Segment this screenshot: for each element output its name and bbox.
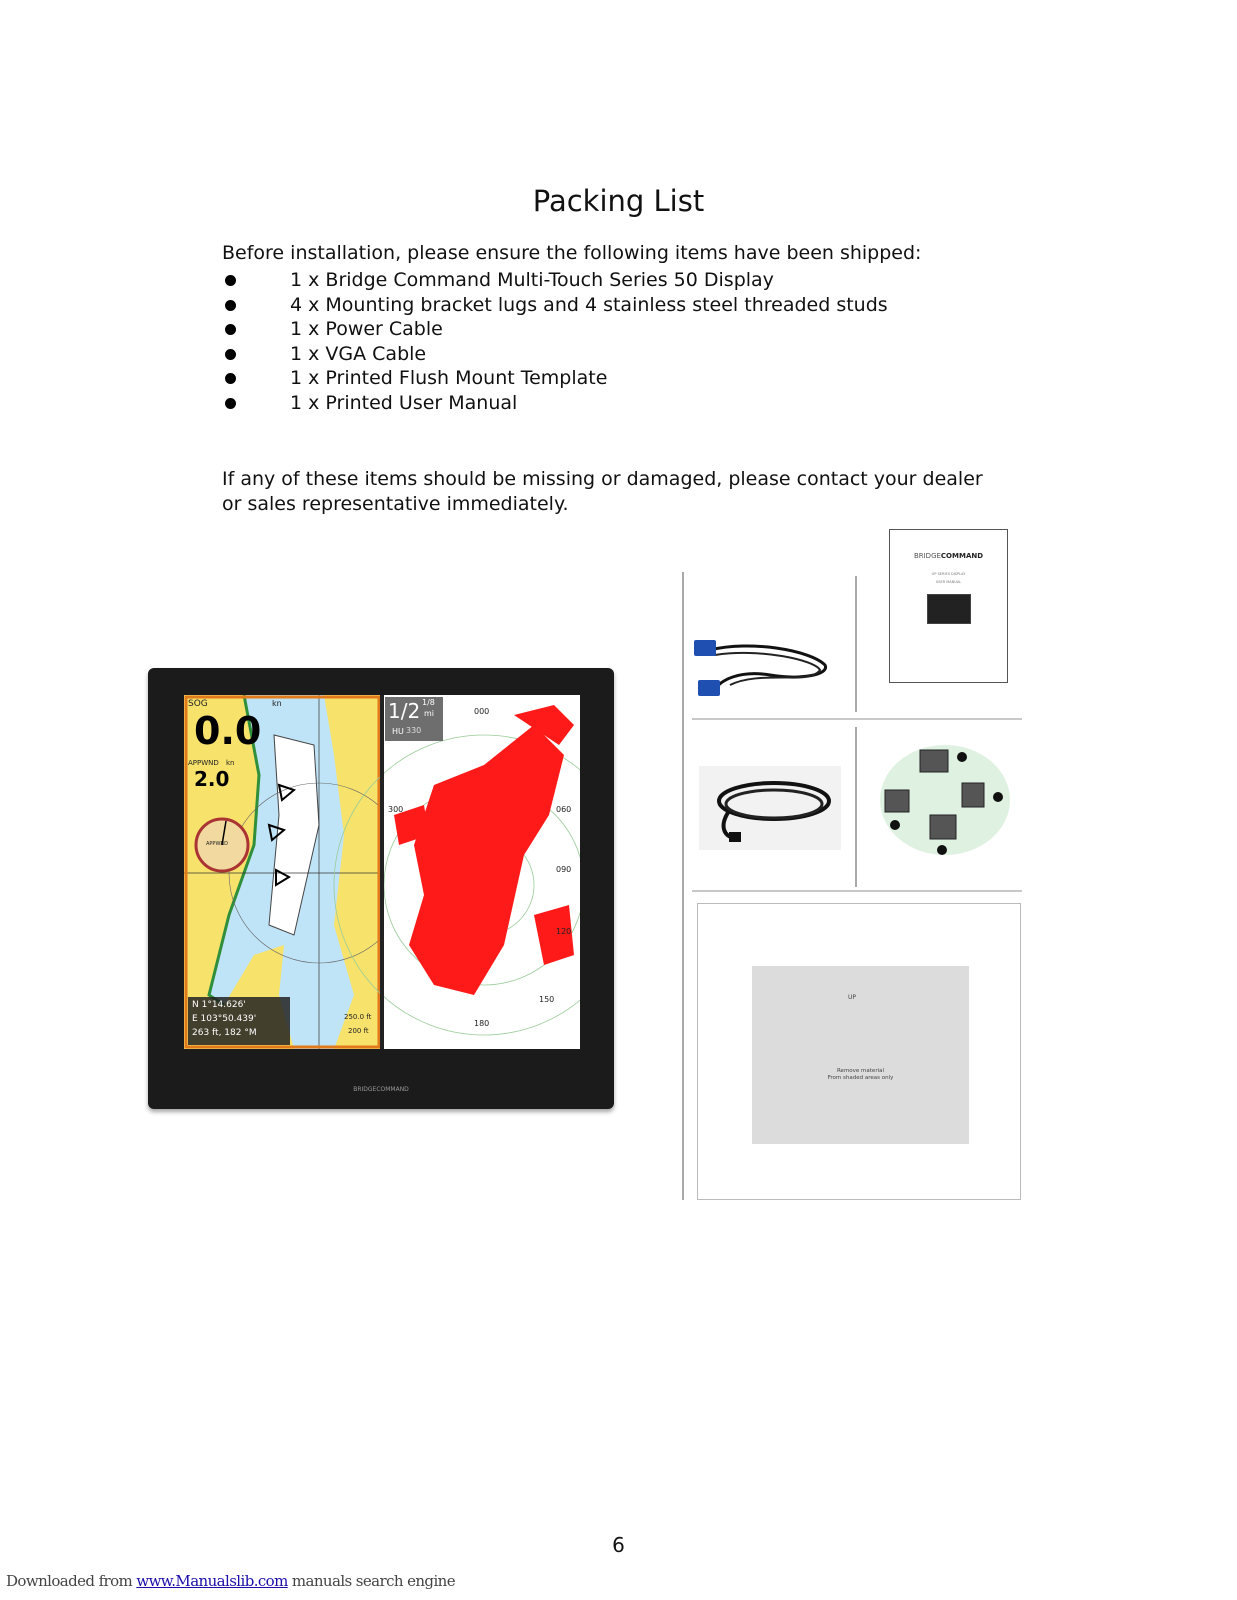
- mounting-lugs-image: [870, 735, 1020, 865]
- page-title: Packing List: [532, 184, 705, 218]
- bearing-000: 000: [474, 707, 490, 716]
- collage-divider: [855, 727, 857, 887]
- bullet-icon: [225, 324, 236, 335]
- template-remove-text: Remove material From shaded areas only: [827, 1068, 894, 1081]
- manual-cover-picture: [927, 594, 971, 624]
- page-number: 6: [612, 1533, 625, 1557]
- display-monitor-image: [148, 668, 614, 1109]
- bearing-150: 150: [539, 995, 555, 1004]
- list-item: 1 x VGA Cable: [222, 342, 888, 367]
- power-cable-image: [699, 766, 841, 850]
- collage-divider: [855, 576, 857, 712]
- sog-label: SOG: [188, 699, 208, 709]
- collage-divider: [692, 718, 1022, 720]
- radar-range-sub: 1/8: [422, 698, 435, 707]
- sog-value: 0.0: [194, 709, 262, 753]
- position-heading: 263 ft, 182 °M: [192, 1028, 257, 1038]
- position-lon: E 103°50.439': [192, 1014, 257, 1024]
- list-item: 1 x Printed User Manual: [222, 391, 888, 416]
- bearing-180: 180: [474, 1019, 490, 1028]
- bullet-icon: [225, 300, 236, 311]
- user-manual-image: [889, 529, 1008, 683]
- bearing-300: 300: [388, 805, 404, 814]
- bezel-brand: BRIDGECOMMAND: [353, 1086, 409, 1093]
- radar-heading: 330: [406, 726, 422, 735]
- vga-cable-image: [690, 630, 840, 710]
- missing-items-note: If any of these items should be missing or damaged, please contact your dealer or sales representative immediately.: [222, 468, 983, 515]
- template-up-label: UP: [848, 994, 857, 1001]
- collage-divider: [692, 890, 1022, 892]
- manualslib-link[interactable]: www.Manualslib.com: [136, 1572, 288, 1590]
- appwnd-label: APPWND: [188, 759, 219, 767]
- bullet-icon: [225, 275, 236, 286]
- bearing-060: 060: [556, 805, 572, 814]
- manual-brand: BRIDGECOMMAND: [913, 552, 984, 560]
- display-screen: [184, 695, 580, 1049]
- radar-range-unit: mi: [424, 709, 435, 718]
- scale-bar: 200 ft: [348, 1027, 369, 1035]
- gauge-label: APPWND: [206, 841, 228, 847]
- list-item: 1 x Printed Flush Mount Template: [222, 366, 888, 391]
- collage-divider: [682, 572, 684, 1200]
- position-lat: N 1°14.626': [192, 1000, 246, 1010]
- appwnd-unit: kn: [226, 759, 235, 767]
- chart-range: 250.0 ft: [344, 1013, 372, 1021]
- radar-mode: HU: [392, 727, 404, 736]
- bullet-icon: [225, 349, 236, 360]
- bearing-090: 090: [556, 865, 572, 874]
- intro-text: Before installation, please ensure the following items have been shipped:: [222, 242, 922, 264]
- packing-list: [222, 268, 888, 415]
- bearing-120: 120: [556, 927, 572, 936]
- list-item: 4 x Mounting bracket lugs and 4 stainless steel threaded studs: [222, 293, 888, 318]
- manual-subtitle: OP SERIES DISPLAY: [931, 572, 966, 576]
- bullet-icon: [225, 373, 236, 384]
- bullet-icon: [225, 398, 236, 409]
- list-item: 1 x Bridge Command Multi-Touch Series 50 Display: [222, 268, 888, 293]
- appwnd-value: 2.0: [194, 767, 230, 791]
- sog-unit: kn: [272, 699, 282, 708]
- cutout-area: [752, 966, 969, 1144]
- radar-range-main: 1/2: [388, 699, 421, 723]
- list-item: 1 x Power Cable: [222, 317, 888, 342]
- flush-mount-template-image: [697, 903, 1021, 1200]
- manual-doc-type: USER MANUAL: [935, 580, 962, 584]
- footer: Downloaded from www.Manualslib.com manuals search engine: [6, 1572, 455, 1590]
